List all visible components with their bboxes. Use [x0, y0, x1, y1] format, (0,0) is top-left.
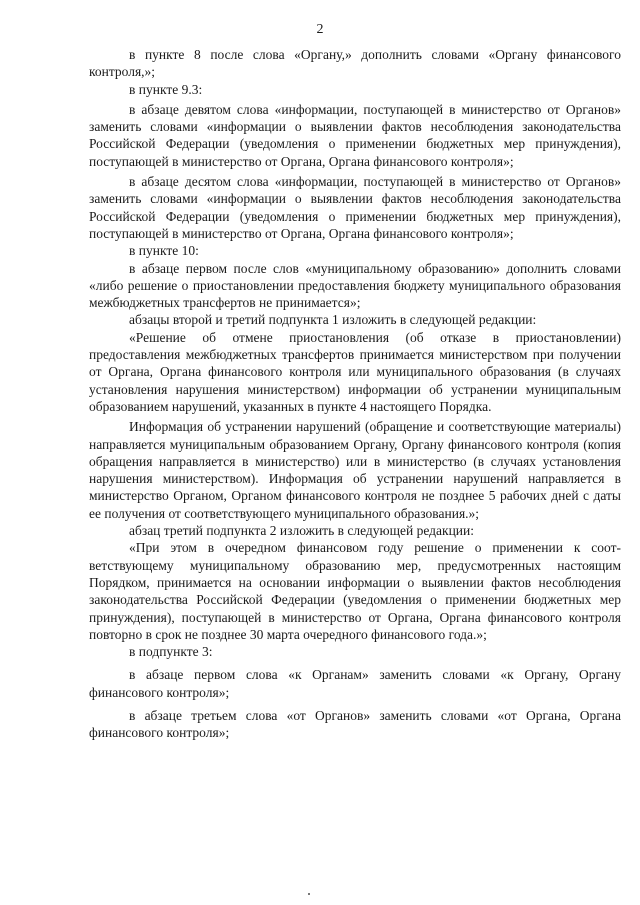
paragraph: в абзаце десятом слова «информации, поступающей в министерство от Органов» заменить словами «информации о выявлении фактов несоблюдения законодательства Российской Федерации (уведомления о применении бюджетных мер принуждения), поступающей в министерство от Органа, Органа финансового контроля»; [89, 174, 621, 241]
paragraph: в абзаце девятом слова «информации, поступающей в министерство от Органов» заменить словами «информации о выявлении фактов несоблюдения законодательства Российской Федерации (уведомления о применении бюджетных мер принуждения), поступающей в министерство от Органа, Органа финансового контроля»; [89, 101, 621, 169]
paragraph: в пункте 10: [129, 243, 199, 259]
paragraph: в пункте 9.3: [129, 81, 203, 97]
paragraph: абзац третий подпункта 2 изложить в следующей редакции: [129, 523, 474, 539]
paragraph: в абзаце первом слова «к Органам» заменить словами «к Органу, Органу финансового контроля»; [89, 667, 621, 700]
paragraph: в абзаце третьем слова «от Органов» заменить словами «от Органа, Органа финансового контроля»; [89, 707, 621, 741]
paragraph: «При этом в очередном финансовом году решение о применении к соответствующему муниципальному образованию мер, предусмотренных настоящим Порядком, принимается на основании информации о выявлении фактов несоблюдения законодательства Российской Федерации (уведомления о применении бюджетных мер принуждения), поступающей в министерство от Органа, Органа финансового контроля повторно в срок не позднее 30 марта очередного финансового года.»; [89, 540, 621, 642]
paragraph: в абзаце первом после слов «муниципальному образованию» дополнить словами «либо решение о приостановлении предоставления бюджету муниципального образования межбюджетных трансфертов не принимается»; [89, 260, 621, 311]
scan-speck [308, 893, 310, 895]
document-body [89, 46, 621, 742]
paragraph: абзацы второй и третий подпункта 1 изложить в следующей редакции: [129, 312, 537, 328]
paragraph: в пункте 8 после слова «Органу,» дополнить словами «Органу финансового контроля,»; [89, 47, 621, 80]
paragraph: «Решение об отмене приостановления (об отказе в приостановлении) предоставления межбюджетных трансфертов принимается министерством при получении от Органа, Органа финансового контроля или муниципального образования (в случаях установления нарушения министерством) информации об устранении муниципальным образованием нарушений, указанных в пункте 4 настоящего Порядка. [89, 329, 621, 414]
paragraph: в подпункте 3: [129, 644, 213, 660]
paragraph: Информация об устранении нарушений (обращение и соответствующие материалы) направляется муниципальным образованием Органу, Органу финансового контроля (копия обращения направляется в министерство) или в министерство (в случаях установления нарушения министерством). Информация об устранении нарушений направляется в министерство Органом, Органом финансового контроля не позднее 5 рабочих дней с даты ее получения от соответствующего муниципального образования.»; [89, 419, 621, 521]
page-number: 2 [316, 22, 324, 37]
